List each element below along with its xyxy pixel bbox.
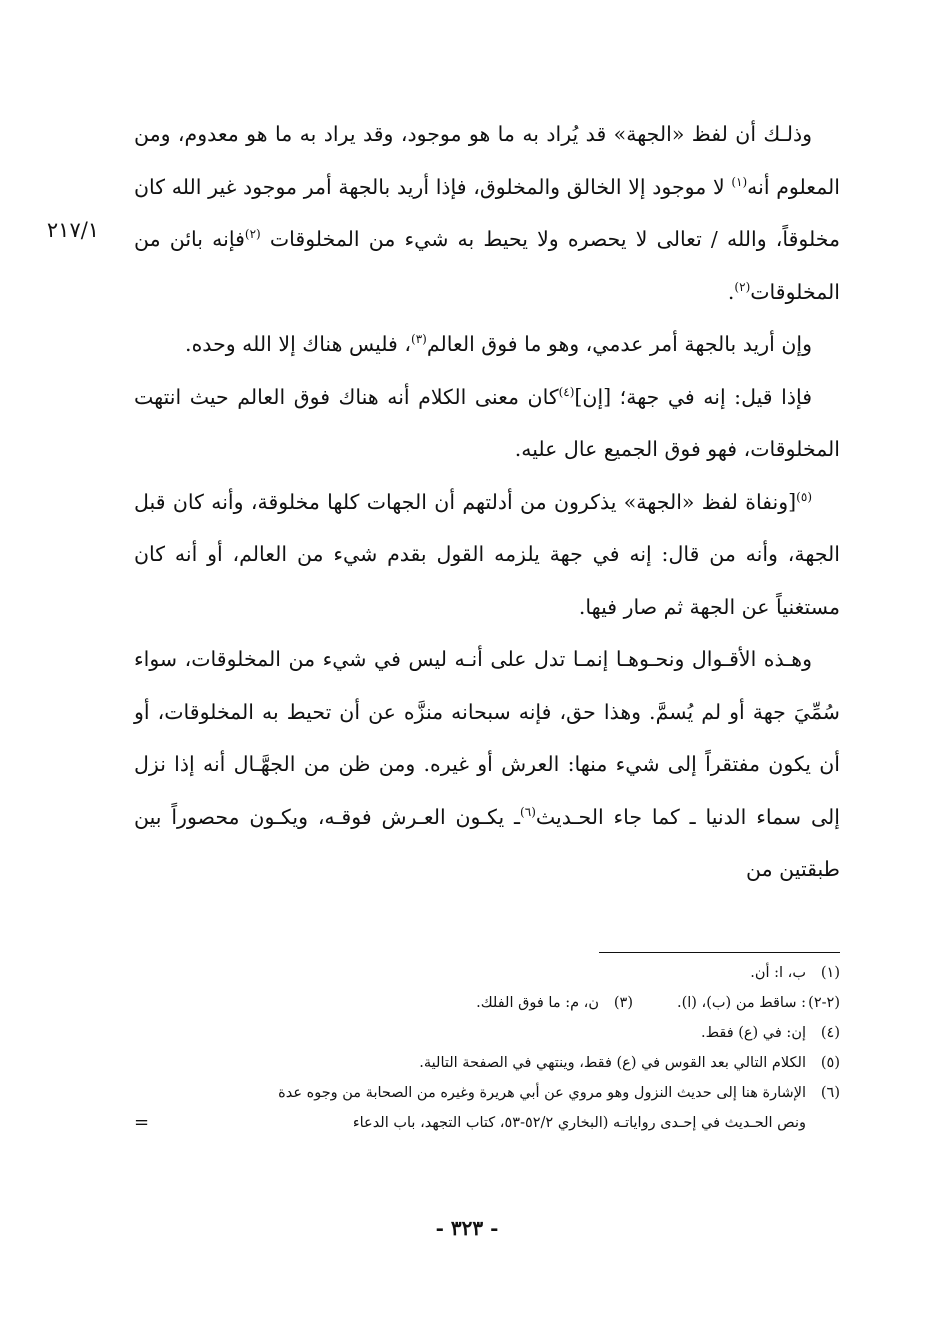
footnote-number: (٢-٢) xyxy=(808,995,840,1011)
footnote-text: ب، ا: أن. xyxy=(750,965,806,981)
paragraph xyxy=(134,371,840,476)
paragraph-text: ، فليس هناك إلا الله وحده. xyxy=(185,332,411,356)
footnote-number: (٦) xyxy=(820,1085,840,1101)
footnote-marker: (١) xyxy=(731,174,748,189)
footnote-marker: (٢) xyxy=(244,227,261,242)
paragraph-text: كان معنى الكلام أنه هناك فوق العالم حيث انتهت المخلوقات، فهو فوق الجميع عال عليه. xyxy=(134,384,840,461)
footnote-number: (٥) xyxy=(820,1055,840,1071)
footnote-continuation xyxy=(134,1108,840,1138)
paragraph-text: وذلـك أن لفظ «الجهة» قد يُراد به ما هو موجود، وقد يراد به ما هو معدوم، ومن المعلوم أنه xyxy=(134,122,840,199)
paragraph-text: لا موجود إلا الخالق والمخلوق، فإذا أريد بالجهة أمر موجود غير الله كان مخلوقاً، والله / تعالى لا يحصره ولا يحيط به شيء من المخلوقات xyxy=(134,174,840,251)
paragraph-text: وهـذه الأقـوال ونحـوهـا إنمـا تدل على أنـه ليس في شيء من المخلوقات، سواء سُمِّيَ جهة أو لم يُسمَّ. وهذا حق، فإنه سبحانه منزَّه عن أن تحيط به المخلوقات، أو أن يكون مفتقراً إلى شيء منها: العرش أو غيره. ومن ظن من الجهَّـال أنه إذا نزل إلى سماء الدنيا ـ كما جاء الحـديث xyxy=(134,647,840,829)
footnote xyxy=(134,1048,840,1078)
footnote xyxy=(134,958,840,988)
footnote-text: ن، م: ما فوق الفلك. xyxy=(476,995,599,1011)
paragraph-text: وإن أريد بالجهة أمر عدمي، وهو ما فوق العالم xyxy=(426,332,812,356)
footnote xyxy=(134,1018,840,1048)
paragraph-text: فإنه بائن من المخلوقات xyxy=(134,227,840,304)
footnote-marker: (٦) xyxy=(520,804,536,819)
paragraph-text: [ونفاة لفظ «الجهة» يذكرون من أدلتهم أن الجهات كلها مخلوقة، وأنه كان قبل الجهة، وأنه من قال: إنه في جهة يلزمه القول بقدم شيء من العالم، أو أنه كان مستغنياً عن الجهة ثم صار فيها. xyxy=(134,489,840,619)
paragraph xyxy=(134,108,840,318)
footnote-text: الكلام التالي بعد القوس في (ع) فقط، وينتهي في الصفحة التالية. xyxy=(419,1055,806,1071)
paragraph xyxy=(134,318,840,371)
footnote-marker: (٤) xyxy=(558,384,575,399)
page-number: - ٣٢٣ - xyxy=(435,1216,499,1240)
margin-page-reference: ٢١٧/١ xyxy=(46,218,100,242)
continuation-mark: = xyxy=(134,1112,150,1133)
footnote-spacer xyxy=(633,988,677,1018)
footnote xyxy=(134,1078,840,1108)
paragraph-text: . xyxy=(727,279,735,304)
footnote-marker: (٢) xyxy=(734,279,751,294)
footnote-row xyxy=(134,988,840,1018)
footnote-text: : ساقط من (ب)، (ا). xyxy=(677,995,806,1011)
footnote-marker: (٥) xyxy=(796,489,812,504)
paragraph xyxy=(134,633,840,896)
footnote-text: ونص الحـديث في إحـدى رواياتـه (البخاري ٥٢/٢-٥٣، كتاب التجهد، باب الدعاء xyxy=(352,1115,806,1131)
paragraph-text: ـ يكـون العـرش فوقـه، ويكـون محصوراً بين طبقتين من xyxy=(134,804,840,881)
footnote-number: (١) xyxy=(820,965,840,981)
paragraph xyxy=(134,476,840,634)
footnote-number: (٤) xyxy=(820,1025,840,1041)
footnote-number: (٣) xyxy=(613,995,633,1011)
main-text xyxy=(134,108,840,896)
paragraph-text: فإذا قيل: إنه في جهة؛ [إن] xyxy=(574,384,812,409)
footnote-marker: (٣) xyxy=(411,332,427,347)
footnote-divider xyxy=(599,952,840,953)
footnote-text: إن: في (ع) فقط. xyxy=(700,1025,806,1041)
footnotes xyxy=(134,958,840,1138)
footnote-text: الإشارة هنا إلى حديث النزول وهو مروي عن أبي هريرة وغيره من الصحابة من وجوه عدة xyxy=(278,1085,806,1101)
